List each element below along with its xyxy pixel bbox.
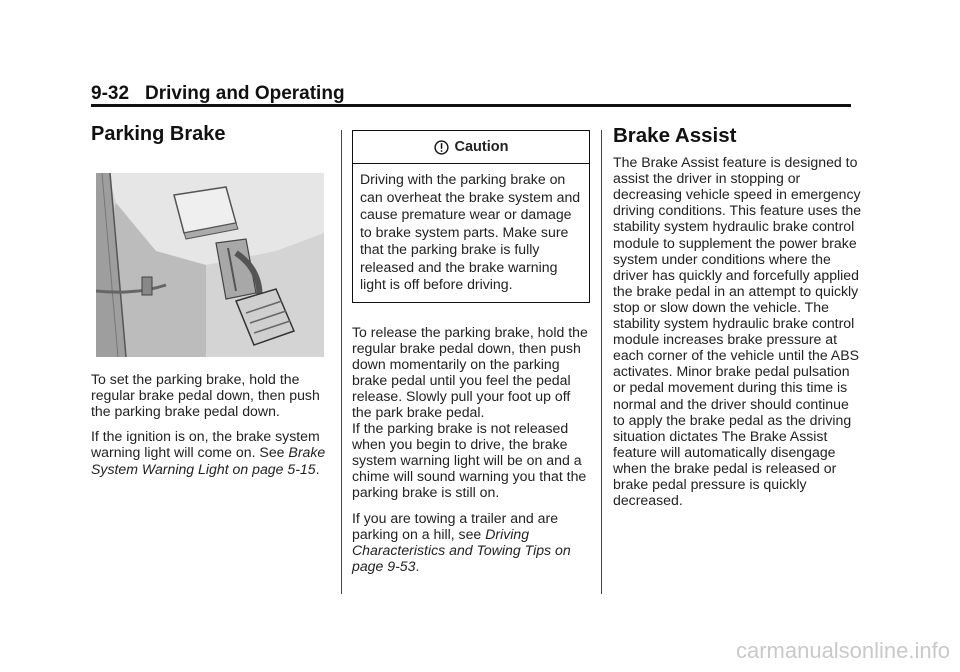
watermark: carmanualsonline.info bbox=[735, 638, 950, 663]
caution-warning-icon bbox=[434, 140, 449, 155]
brake-assist-heading: Brake Assist bbox=[613, 124, 737, 147]
section-title: Driving and Operating bbox=[145, 83, 345, 104]
column-1 bbox=[91, 123, 331, 486]
caution-box bbox=[352, 130, 590, 303]
caution-text: Driving with the parking brake on can overheat the brake system and cause premature wear or damage to brake system parts. Make sure that the parking brake is fully released and the brake warning light is off before driving. bbox=[360, 171, 581, 292]
parking-brake-set-paragraph: To set the parking brake, hold the regular brake pedal down, then push the parking brake pedal down. bbox=[91, 371, 320, 420]
parking-brake-illustration bbox=[96, 173, 324, 357]
towing-tips-reference[interactable]: Driving Characteristics and Towing Tips on page 9-53 bbox=[352, 525, 571, 574]
not-released-paragraph: If the parking brake is not released when you begin to drive, the brake system warning light will be on and a chime will sound warning you that the parking brake is still on. bbox=[352, 420, 587, 501]
column-divider-1 bbox=[341, 130, 342, 594]
page-header bbox=[91, 83, 345, 105]
ignition-paragraph: If the ignition is on, the brake system warning light will come on. See Brake System Warning Light on page 5-15. bbox=[91, 428, 326, 477]
column-2 bbox=[352, 126, 592, 583]
parking-brake-image bbox=[96, 173, 324, 357]
brake-warning-light-reference[interactable]: Brake System Warning Light on page 5-15 bbox=[91, 444, 326, 477]
parking-brake-heading: Parking Brake bbox=[91, 123, 226, 145]
towing-paragraph: If you are towing a trailer and are parking on a hill, see Driving Characteristics and Towing Tips on page 9-53. bbox=[352, 509, 571, 574]
brake-assist-paragraph: The Brake Assist feature is designed to assist the driver in stopping or decreasing vehicle speed in emergency driving conditions. This feature uses the stability system hydraulic brake control module to supplement the power brake system under conditions where the driver has quickly and forcefully applied the brake pedal in an attempt to quickly stop or slow down the vehicle. The stability system hydraulic brake control module increases brake pressure at each corner of the vehicle until the ABS activates. Minor brake pedal pulsation or pedal movement during this time is normal and the driver should continue to apply the brake pedal as the driving situation dictates The Brake Assist feature will automatically disengage when the brake pedal is released or brake pedal pressure is quickly decreased. bbox=[613, 154, 862, 509]
column-3 bbox=[613, 124, 863, 517]
caution-title: Caution bbox=[454, 138, 509, 155]
page-number: 9-32 bbox=[91, 83, 130, 104]
header-rule bbox=[91, 104, 851, 107]
column-divider-2 bbox=[601, 130, 602, 594]
release-parking-brake-paragraph: To release the parking brake, hold the regular brake pedal down, then push down momentarily on the parking brake pedal until you feel the pedal release. Slowly pull your foot up off the park brake pedal. bbox=[352, 323, 588, 420]
caution-header bbox=[353, 131, 589, 164]
